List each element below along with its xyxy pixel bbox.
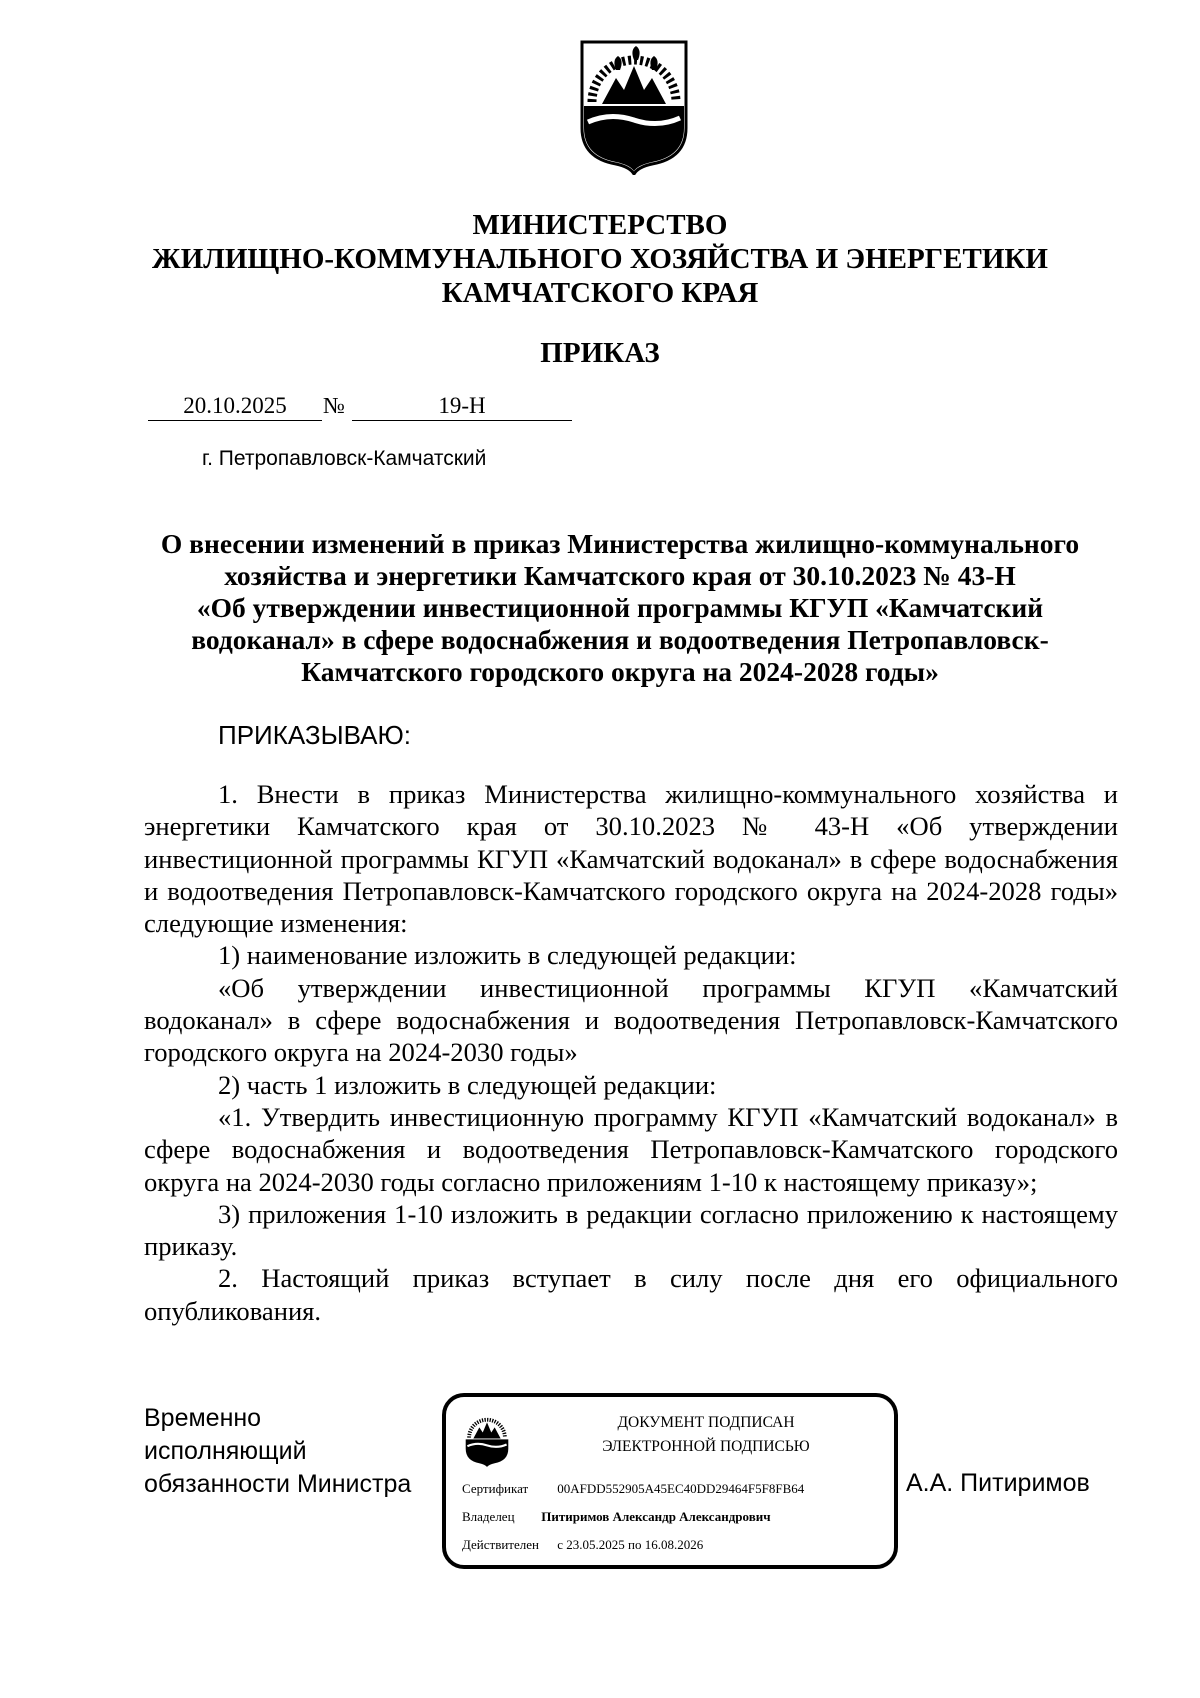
stamp-heading: [516, 1411, 896, 1459]
ministry-line: КАМЧАТСКОГО КРАЯ: [441, 277, 759, 309]
body-paragraph: 2. Настоящий приказ вступает в силу после дня его официального опубликования.: [144, 1263, 1118, 1326]
signer-position: [144, 1402, 411, 1501]
order-body: [144, 778, 1118, 1327]
electronic-signature-stamp: [442, 1393, 898, 1569]
ministry-line: МИНИСТЕРСТВО: [472, 209, 728, 241]
validity-label: Действителен: [462, 1537, 539, 1552]
position-line: обязанности Министра: [144, 1470, 412, 1498]
coat-of-arms-icon: [580, 40, 688, 175]
title-line: О внесении изменений в приказ Министерства жилищно-коммунального: [160, 528, 1080, 559]
stamp-validity-row: [462, 1537, 703, 1553]
body-paragraph: 2) часть 1 изложить в следующей редакции:: [218, 1069, 717, 1100]
stamp-certificate-row: [462, 1481, 804, 1497]
ministry-line: ЖИЛИЩНО-КОММУНАЛЬНОГО ХОЗЯЙСТВА И ЭНЕРГЕТИКИ: [152, 243, 1048, 275]
owner-value: Питиримов Александр Александрович: [541, 1509, 771, 1524]
title-line: «Об утверждении инвестиционной программы КГУП «Камчатский: [196, 592, 1044, 623]
order-title: [140, 528, 1100, 688]
position-line: исполняющий: [144, 1437, 307, 1465]
orders-word: ПРИКАЗЫВАЮ:: [218, 720, 411, 750]
owner-label: Владелец: [462, 1509, 515, 1524]
body-paragraph: 1. Внести в приказ Министерства жилищно-коммунального хозяйства и энергетики Камчатского края от 30.10.2023 № 43-Н «Об утверждении инвестиционной программы КГУП «Камчатский водоканал» в сфере водоснабжения и водоотведения Петропавловск-Камчатского городского округа на 2024-2028 годы» следующие изменения:: [144, 779, 1118, 939]
body-paragraph: 3) приложения 1-10 изложить в редакции согласно приложению к настоящему приказу.: [144, 1198, 1118, 1262]
certificate-value: 00AFDD552905A45EC40DD29464F5F8FB64: [557, 1481, 805, 1496]
document-type: ПРИКАЗ: [540, 337, 660, 369]
stamp-heading-line: ДОКУМЕНТ ПОДПИСАН: [617, 1414, 795, 1431]
validity-value: с 23.05.2025 по 16.08.2026: [557, 1537, 704, 1552]
stamp-heading-line: ЭЛЕКТРОННОЙ ПОДПИСЬЮ: [602, 1438, 810, 1455]
stamp-owner-row: [462, 1509, 771, 1525]
order-number: 19-Н: [352, 392, 572, 421]
order-date: 20.10.2025: [148, 392, 322, 421]
position-line: Временно: [144, 1404, 262, 1432]
title-line: водоканал» в сфере водоснабжения и водоотведения Петропавловск-: [191, 624, 1049, 655]
title-line: Камчатского городского округа на 2024-2028 годы»: [301, 656, 939, 687]
signer-name: А.А. Питиримов: [906, 1469, 1090, 1497]
certificate-label: Сертификат: [462, 1481, 529, 1496]
number-sign: №: [323, 393, 345, 418]
body-paragraph: «1. Утвердить инвестиционную программу КГУП «Камчатский водоканал» в сфере водоснабжения и водоотведения Петропавловск-Камчатского городского округа на 2024-2030 годы согласно приложениям 1-10 к настоящему приказу»;: [144, 1101, 1118, 1197]
body-paragraph: «Об утверждении инвестиционной программы КГУП «Камчатский водоканал» в сфере водоснабжения и водоотведения Петропавловск-Камчатского городского округа на 2024-2030 годы»: [144, 972, 1118, 1068]
body-paragraph: 1) наименование изложить в следующей редакции:: [218, 940, 797, 971]
city: г. Петропавловск-Камчатский: [202, 447, 487, 470]
ministry-name: [0, 208, 1200, 310]
title-line: хозяйства и энергетики Камчатского края от 30.10.2023 № 43-Н: [224, 560, 1016, 591]
stamp-emblem-icon: [464, 1411, 510, 1469]
